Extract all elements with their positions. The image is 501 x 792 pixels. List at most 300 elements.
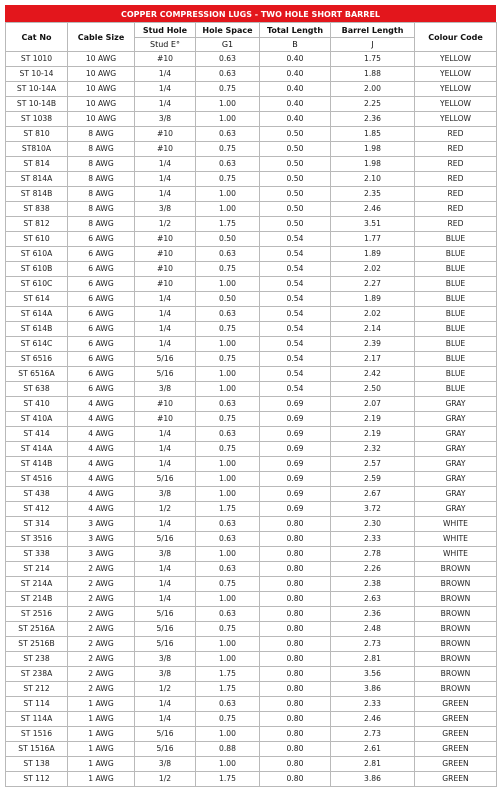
cell-cable-size: 4 AWG [68,442,135,457]
subheader-stud-e: Stud E° [135,38,196,52]
cell-hole-space: 0.50 [196,232,260,247]
cell-cable-size: 10 AWG [68,112,135,127]
cell-total-length: 0.50 [260,217,331,232]
cell-hole-space: 1.00 [196,637,260,652]
cell-stud-hole: 3/8 [135,667,196,682]
cell-stud-hole: 1/2 [135,772,196,787]
cell-barrel-length: 2.38 [331,577,415,592]
cell-colour-code: BLUE [415,247,497,262]
cell-total-length: 0.80 [260,682,331,697]
cell-colour-code: RED [415,157,497,172]
cell-cat-no: ST 10-14 [6,67,68,82]
cell-cable-size: 2 AWG [68,652,135,667]
cell-total-length: 0.54 [260,307,331,322]
table-row [6,82,497,97]
cell-hole-space: 0.63 [196,247,260,262]
cell-total-length: 0.50 [260,187,331,202]
table-row [6,187,497,202]
cell-total-length: 0.80 [260,652,331,667]
cell-stud-hole: 1/2 [135,217,196,232]
cell-total-length: 0.50 [260,142,331,157]
cell-colour-code: GRAY [415,472,497,487]
cell-cable-size: 3 AWG [68,532,135,547]
cell-cable-size: 2 AWG [68,682,135,697]
cell-cable-size: 8 AWG [68,142,135,157]
cell-cable-size: 6 AWG [68,352,135,367]
cell-cable-size: 6 AWG [68,232,135,247]
cell-total-length: 0.50 [260,172,331,187]
cell-colour-code: GREEN [415,772,497,787]
table-title: COPPER COMPRESSION LUGS - TWO HOLE SHORT BARREL [5,5,496,22]
cell-cat-no: ST 6516 [6,352,68,367]
cell-cat-no: ST 214 [6,562,68,577]
table-row [6,382,497,397]
table-row [6,352,497,367]
table-row [6,67,497,82]
cell-cable-size: 3 AWG [68,517,135,532]
cell-barrel-length: 2.14 [331,322,415,337]
cell-colour-code: BLUE [415,322,497,337]
cell-cable-size: 10 AWG [68,67,135,82]
cell-colour-code: GRAY [415,502,497,517]
cell-stud-hole: 1/4 [135,97,196,112]
cell-total-length: 0.69 [260,472,331,487]
cell-barrel-length: 2.78 [331,547,415,562]
cell-barrel-length: 3.56 [331,667,415,682]
cell-cable-size: 4 AWG [68,502,135,517]
table-row [6,442,497,457]
cell-cat-no: ST 314 [6,517,68,532]
cell-cable-size: 2 AWG [68,562,135,577]
subheader-g1: G1 [196,38,260,52]
cell-cable-size: 2 AWG [68,622,135,637]
cell-cat-no: ST 10-14B [6,97,68,112]
table-row [6,502,497,517]
header-hole-space: Hole Space [196,23,260,38]
cell-total-length: 0.80 [260,607,331,622]
cell-cable-size: 4 AWG [68,412,135,427]
cell-colour-code: WHITE [415,547,497,562]
cell-cable-size: 2 AWG [68,592,135,607]
cell-barrel-length: 2.73 [331,727,415,742]
table-row [6,232,497,247]
cell-stud-hole: #10 [135,397,196,412]
table-body [6,52,497,787]
cell-hole-space: 1.00 [196,202,260,217]
cell-cat-no: ST 814A [6,172,68,187]
cell-colour-code: RED [415,217,497,232]
cell-stud-hole: 1/2 [135,502,196,517]
cell-colour-code: BLUE [415,307,497,322]
cell-stud-hole: 1/4 [135,427,196,442]
cell-colour-code: BROWN [415,652,497,667]
table-row [6,517,497,532]
cell-colour-code: BROWN [415,637,497,652]
cell-colour-code: BLUE [415,262,497,277]
cell-cat-no: ST 838 [6,202,68,217]
cell-cat-no: ST 412 [6,502,68,517]
table-row [6,97,497,112]
cell-barrel-length: 2.00 [331,82,415,97]
cell-hole-space: 1.75 [196,217,260,232]
table-row [6,652,497,667]
cell-colour-code: RED [415,202,497,217]
cell-barrel-length: 2.50 [331,382,415,397]
cell-hole-space: 0.63 [196,607,260,622]
table-row [6,472,497,487]
table-row [6,637,497,652]
cell-barrel-length: 2.32 [331,442,415,457]
cell-cat-no: ST 2516 [6,607,68,622]
cell-cable-size: 4 AWG [68,457,135,472]
cell-stud-hole: 5/16 [135,472,196,487]
table-row [6,712,497,727]
cell-cat-no: ST 238 [6,652,68,667]
cell-total-length: 0.80 [260,697,331,712]
cell-cat-no: ST 812 [6,217,68,232]
cell-hole-space: 1.00 [196,337,260,352]
cell-cable-size: 10 AWG [68,82,135,97]
cell-barrel-length: 2.81 [331,652,415,667]
cell-hole-space: 1.00 [196,727,260,742]
table-row [6,292,497,307]
cell-colour-code: GRAY [415,457,497,472]
cell-cat-no: ST 1010 [6,52,68,67]
cell-stud-hole: 5/16 [135,742,196,757]
cell-total-length: 0.80 [260,727,331,742]
cell-hole-space: 1.00 [196,367,260,382]
table-row [6,112,497,127]
cell-cat-no: ST 138 [6,757,68,772]
cell-cat-no: ST 3516 [6,532,68,547]
cell-stud-hole: 3/8 [135,487,196,502]
cell-hole-space: 0.50 [196,292,260,307]
cell-barrel-length: 2.33 [331,532,415,547]
cell-colour-code: GREEN [415,697,497,712]
table-row [6,217,497,232]
cell-colour-code: YELLOW [415,67,497,82]
cell-colour-code: BROWN [415,682,497,697]
cell-stud-hole: 3/8 [135,652,196,667]
cell-cable-size: 3 AWG [68,547,135,562]
cell-total-length: 0.69 [260,442,331,457]
table-row [6,667,497,682]
cell-barrel-length: 2.26 [331,562,415,577]
cell-barrel-length: 2.46 [331,202,415,217]
cell-colour-code: WHITE [415,517,497,532]
cell-barrel-length: 3.86 [331,682,415,697]
table-row [6,532,497,547]
cell-total-length: 0.40 [260,52,331,67]
cell-stud-hole: 5/16 [135,352,196,367]
cell-barrel-length: 1.75 [331,52,415,67]
cell-cat-no: ST 414 [6,427,68,442]
cell-cat-no: ST 1038 [6,112,68,127]
cell-cat-no: ST 1516 [6,727,68,742]
cell-hole-space: 1.00 [196,547,260,562]
table-row [6,157,497,172]
cell-barrel-length: 2.67 [331,487,415,502]
cell-cable-size: 8 AWG [68,172,135,187]
cell-cable-size: 2 AWG [68,577,135,592]
cell-total-length: 0.69 [260,502,331,517]
table-row [6,262,497,277]
cell-stud-hole: 1/4 [135,172,196,187]
cell-cable-size: 1 AWG [68,697,135,712]
cell-barrel-length: 1.85 [331,127,415,142]
cell-hole-space: 0.63 [196,127,260,142]
cell-barrel-length: 1.98 [331,157,415,172]
cell-hole-space: 0.63 [196,397,260,412]
cell-total-length: 0.80 [260,562,331,577]
cell-total-length: 0.54 [260,382,331,397]
cell-hole-space: 1.00 [196,472,260,487]
table-row [6,622,497,637]
cell-colour-code: YELLOW [415,97,497,112]
cell-stud-hole: 5/16 [135,622,196,637]
cell-cable-size: 6 AWG [68,337,135,352]
cell-barrel-length: 2.61 [331,742,415,757]
cell-barrel-length: 3.51 [331,217,415,232]
cell-cat-no: ST 6516A [6,367,68,382]
cell-cable-size: 2 AWG [68,667,135,682]
cell-barrel-length: 2.46 [331,712,415,727]
cell-total-length: 0.54 [260,352,331,367]
cell-barrel-length: 2.73 [331,637,415,652]
cell-stud-hole: 3/8 [135,112,196,127]
table-row [6,172,497,187]
cell-barrel-length: 1.77 [331,232,415,247]
cell-barrel-length: 2.10 [331,172,415,187]
cell-hole-space: 0.75 [196,412,260,427]
cell-colour-code: BLUE [415,352,497,367]
cell-stud-hole: #10 [135,142,196,157]
cell-stud-hole: 5/16 [135,367,196,382]
header-stud-hole: Stud Hole [135,23,196,38]
cell-total-length: 0.69 [260,457,331,472]
cell-total-length: 0.40 [260,112,331,127]
cell-barrel-length: 2.36 [331,607,415,622]
cell-colour-code: YELLOW [415,52,497,67]
cell-colour-code: RED [415,172,497,187]
cell-cable-size: 2 AWG [68,607,135,622]
table-row [6,772,497,787]
cell-total-length: 0.54 [260,337,331,352]
table-row [6,577,497,592]
cell-hole-space: 0.75 [196,322,260,337]
table-row [6,367,497,382]
cell-cable-size: 8 AWG [68,202,135,217]
table-row [6,247,497,262]
cell-stud-hole: 1/4 [135,577,196,592]
cell-total-length: 0.54 [260,247,331,262]
cell-colour-code: BROWN [415,562,497,577]
cell-stud-hole: 1/4 [135,697,196,712]
cell-colour-code: GRAY [415,442,497,457]
cell-colour-code: RED [415,187,497,202]
header-cat-no: Cat No [6,23,68,52]
cell-total-length: 0.69 [260,412,331,427]
cell-cat-no: ST 614C [6,337,68,352]
cell-cable-size: 8 AWG [68,157,135,172]
cell-cat-no: ST 614B [6,322,68,337]
table-row [6,322,497,337]
cell-cat-no: ST 810 [6,127,68,142]
cell-hole-space: 1.75 [196,682,260,697]
cell-colour-code: GREEN [415,742,497,757]
cell-total-length: 0.80 [260,532,331,547]
cell-barrel-length: 1.89 [331,247,415,262]
cell-colour-code: BROWN [415,667,497,682]
header-colour-code: Colour Code [415,23,497,52]
cell-total-length: 0.40 [260,82,331,97]
cell-stud-hole: 1/4 [135,187,196,202]
cell-colour-code: RED [415,142,497,157]
header-total-length: Total Length [260,23,331,38]
cell-hole-space: 0.75 [196,442,260,457]
cell-total-length: 0.54 [260,262,331,277]
table-row [6,427,497,442]
cell-stud-hole: 1/4 [135,712,196,727]
cell-total-length: 0.50 [260,127,331,142]
cell-colour-code: BLUE [415,337,497,352]
cell-cable-size: 6 AWG [68,307,135,322]
cell-total-length: 0.50 [260,157,331,172]
cell-hole-space: 0.75 [196,142,260,157]
cell-cable-size: 6 AWG [68,277,135,292]
cell-stud-hole: 5/16 [135,532,196,547]
cell-stud-hole: #10 [135,232,196,247]
cell-colour-code: YELLOW [415,82,497,97]
cell-cat-no: ST 610C [6,277,68,292]
cell-stud-hole: #10 [135,277,196,292]
cell-colour-code: YELLOW [415,112,497,127]
cell-stud-hole: 1/4 [135,457,196,472]
cell-stud-hole: 3/8 [135,382,196,397]
cell-total-length: 0.40 [260,67,331,82]
cell-colour-code: GREEN [415,727,497,742]
cell-stud-hole: 1/4 [135,337,196,352]
table-row [6,592,497,607]
cell-total-length: 0.80 [260,637,331,652]
cell-cat-no: ST 214B [6,592,68,607]
cell-barrel-length: 2.33 [331,697,415,712]
cell-total-length: 0.40 [260,97,331,112]
cell-cable-size: 2 AWG [68,637,135,652]
cell-hole-space: 0.75 [196,577,260,592]
cell-cat-no: ST 214A [6,577,68,592]
cell-hole-space: 0.63 [196,532,260,547]
cell-cat-no: ST 114A [6,712,68,727]
cell-hole-space: 0.63 [196,562,260,577]
cell-cable-size: 6 AWG [68,382,135,397]
cell-total-length: 0.54 [260,367,331,382]
table-row [6,562,497,577]
cell-cat-no: ST 614 [6,292,68,307]
cell-total-length: 0.69 [260,397,331,412]
cell-hole-space: 0.63 [196,157,260,172]
cell-total-length: 0.80 [260,757,331,772]
cell-barrel-length: 2.19 [331,412,415,427]
cell-cat-no: ST 614A [6,307,68,322]
cell-hole-space: 1.00 [196,457,260,472]
table-row [6,142,497,157]
cell-cat-no: ST 114 [6,697,68,712]
cell-colour-code: GRAY [415,427,497,442]
cell-barrel-length: 2.19 [331,427,415,442]
cell-barrel-length: 2.35 [331,187,415,202]
table-row [6,307,497,322]
cell-hole-space: 1.75 [196,667,260,682]
cell-hole-space: 0.63 [196,52,260,67]
cell-stud-hole: #10 [135,247,196,262]
cell-cable-size: 4 AWG [68,397,135,412]
cell-barrel-length: 2.57 [331,457,415,472]
cell-cat-no: ST 414B [6,457,68,472]
cell-barrel-length: 2.81 [331,757,415,772]
cell-colour-code: WHITE [415,532,497,547]
cell-cable-size: 10 AWG [68,52,135,67]
cell-barrel-length: 3.72 [331,502,415,517]
cell-cable-size: 6 AWG [68,262,135,277]
cell-cable-size: 6 AWG [68,247,135,262]
cell-stud-hole: 1/4 [135,307,196,322]
cell-total-length: 0.80 [260,742,331,757]
cell-barrel-length: 2.36 [331,112,415,127]
cell-total-length: 0.54 [260,277,331,292]
cell-stud-hole: 1/4 [135,157,196,172]
cell-cable-size: 6 AWG [68,292,135,307]
table-row [6,52,497,67]
cell-colour-code: BLUE [415,277,497,292]
cell-colour-code: GRAY [415,397,497,412]
cell-stud-hole: 3/8 [135,547,196,562]
cell-stud-hole: 1/4 [135,562,196,577]
table-row [6,457,497,472]
cell-stud-hole: 1/4 [135,82,196,97]
cell-hole-space: 0.75 [196,172,260,187]
cell-cable-size: 8 AWG [68,187,135,202]
cell-cat-no: ST 610A [6,247,68,262]
cell-stud-hole: 1/4 [135,442,196,457]
cell-total-length: 0.50 [260,202,331,217]
cell-cable-size: 1 AWG [68,727,135,742]
cell-stud-hole: 1/2 [135,682,196,697]
cell-total-length: 0.80 [260,772,331,787]
cell-cat-no: ST 1516A [6,742,68,757]
cell-cable-size: 8 AWG [68,127,135,142]
cell-barrel-length: 2.39 [331,337,415,352]
cell-colour-code: BLUE [415,382,497,397]
table-row [6,607,497,622]
table-row [6,682,497,697]
table-row [6,127,497,142]
table-row [6,337,497,352]
cell-stud-hole: 5/16 [135,607,196,622]
cell-stud-hole: 1/4 [135,517,196,532]
cell-hole-space: 0.75 [196,352,260,367]
cell-cat-no: ST 610B [6,262,68,277]
cell-stud-hole: 3/8 [135,202,196,217]
cell-cat-no: ST 338 [6,547,68,562]
lug-spec-sheet [5,5,496,787]
cell-hole-space: 1.00 [196,277,260,292]
cell-stud-hole: #10 [135,52,196,67]
cell-cat-no: ST 814 [6,157,68,172]
table-row [6,697,497,712]
cell-total-length: 0.80 [260,517,331,532]
cell-hole-space: 0.63 [196,517,260,532]
